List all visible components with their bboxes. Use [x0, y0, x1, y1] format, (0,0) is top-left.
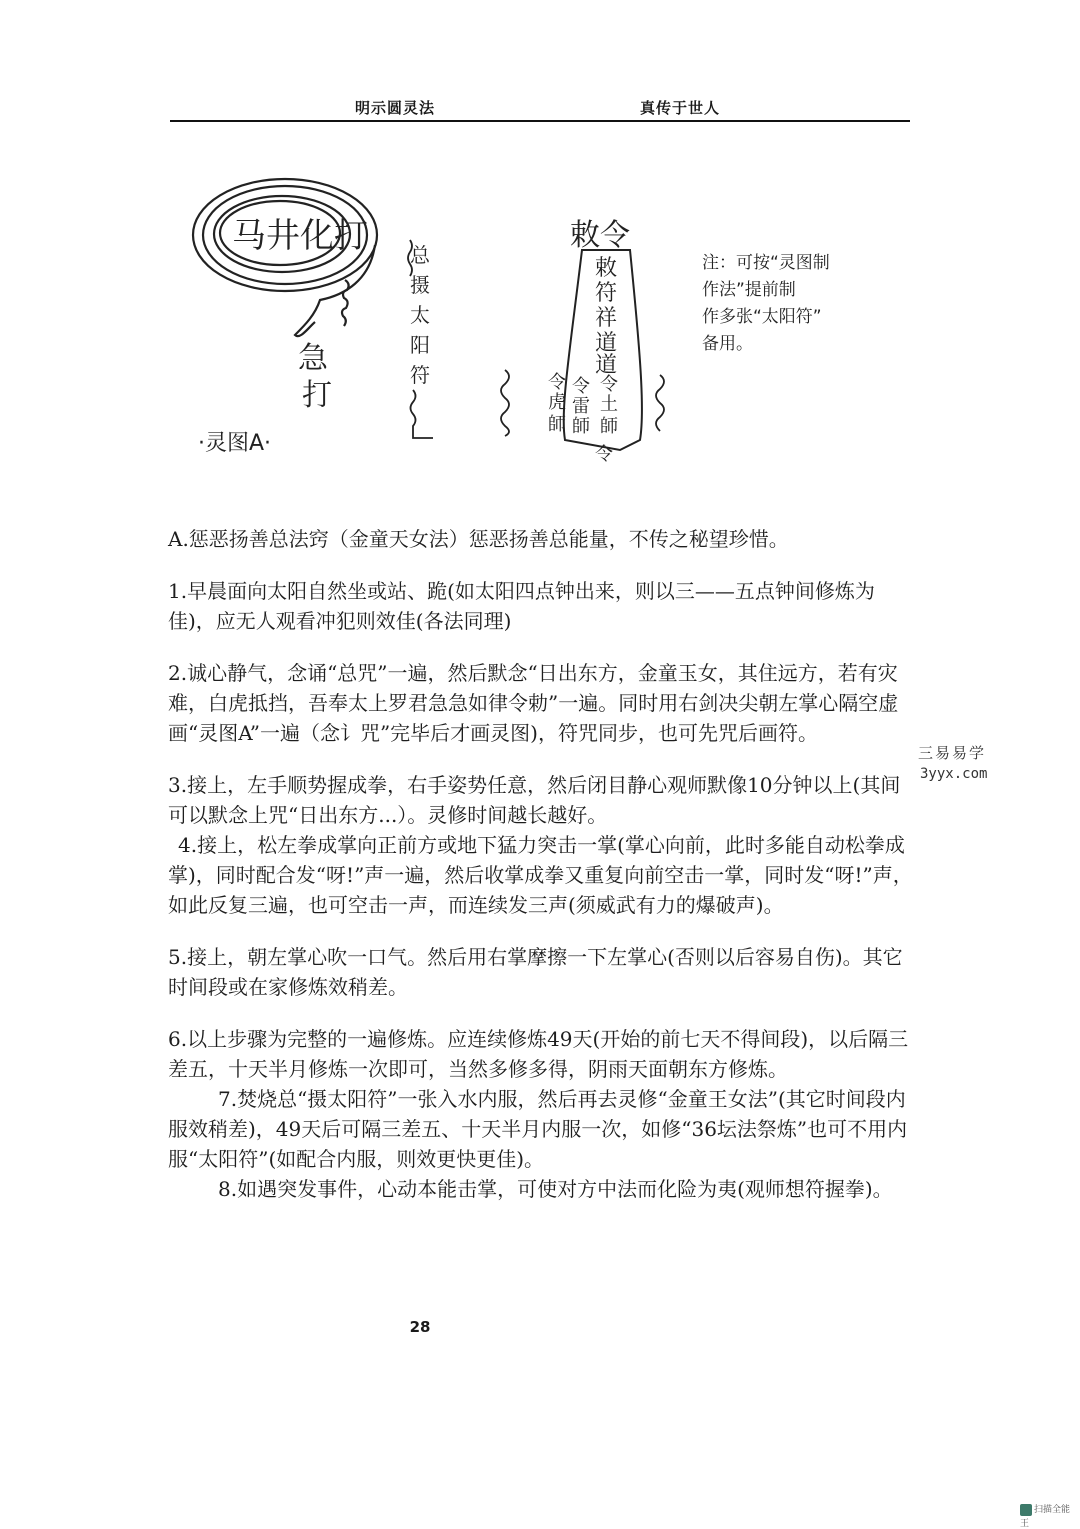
central-mid-1: 令: [572, 376, 590, 397]
paragraph-7: 7.焚烧总“摄太阳符”一张入水内服，然后再去灵修“金童王女法”(其它时间段内服效稍差)，49天后可隔三差五、十天半月内服一次，如修“36坛法祭炼”也可不用内服“太阳符”(如配合内服，则效更快更佳)。: [168, 1087, 908, 1171]
central-left-3: 師: [548, 414, 566, 435]
talisman-a-text: 马井化打: [232, 216, 368, 256]
central-left-2: 虎: [548, 392, 566, 413]
talisman-a: [193, 179, 377, 336]
sun-talisman-char-5: 符: [410, 363, 430, 387]
talisman-a-tail-2: 打: [302, 378, 332, 413]
central-col-5: 道: [595, 353, 618, 378]
watermark-url: 3yyx.com: [920, 766, 988, 782]
central-talisman: [501, 218, 664, 465]
watermark-title: 三易易学: [918, 744, 987, 762]
central-mid-3: 師: [572, 416, 590, 437]
paragraph-a: A.惩恶扬善总法窍（金童天女法）惩恶扬善总能量，不传之秘望珍惜。: [168, 527, 789, 551]
central-top: 敕令: [570, 218, 630, 253]
scanner-logo-icon: [1020, 1504, 1032, 1516]
paragraph-3: 3.接上，左手顺势握成拳，右手姿势任意，然后闭目静心观师默像10分钟以上(其间可以默念上咒“日出东方...）。灵修时间越长越好。: [168, 773, 901, 827]
central-col-3: 祥: [595, 306, 618, 331]
paragraph-1: 1.早晨面向太阳自然坐或站、跪(如太阳四点钟出来，则以三——五点钟间修炼为佳)，应无人观看冲犯则效佳(各法同理): [168, 579, 875, 633]
sun-talisman-char-2: 摄: [410, 273, 430, 297]
page-number: 28: [409, 1318, 431, 1336]
central-left-1: 令: [548, 372, 566, 393]
side-note-line-2: 作法”提前制: [702, 280, 796, 300]
talisman-a-caption: ·灵图A·: [198, 431, 272, 456]
central-col-4: 道: [595, 331, 618, 356]
header-left-title: 明示圆灵法: [355, 99, 436, 117]
talisman-a-tail-1: 急: [298, 341, 328, 376]
header-right-title: 真传于世人: [640, 99, 721, 117]
paragraph-5: 5.接上，朝左掌心吹一口气。然后用右掌摩擦一下左掌心(否则以后容易自伤)。其它时间段或在家修炼效稍差。: [168, 945, 903, 999]
main-text: [168, 524, 913, 1204]
paragraph-8: 8.如遇突发事件，心动本能击掌，可使对方中法而化险为夷(观师想符握拳)。: [218, 1177, 893, 1201]
central-col-1: 敕: [595, 256, 618, 281]
sun-talisman: [408, 240, 433, 438]
central-bottom: 令: [595, 444, 613, 465]
central-col-2: 符: [595, 281, 618, 306]
central-right-1: 令: [600, 374, 618, 395]
side-note-line-4: 备用。: [702, 334, 753, 354]
side-note-line-3: 作多张“太阳符”: [702, 307, 822, 327]
scan-badge: [1020, 1502, 1078, 1529]
sun-talisman-char-1: 总: [410, 243, 430, 267]
scan-badge-label: 扫描全能王: [1020, 1505, 1071, 1529]
header-rule: [170, 120, 910, 122]
central-right-2: 土: [600, 394, 618, 415]
sun-talisman-char-4: 阳: [410, 333, 430, 357]
paragraph-4: 4.接上，松左拳成掌向正前方或地下猛力突击一掌(掌心向前，此时多能自动松拳成掌)，同时配合发“呀!”声一遍，然后收掌成拳又重复向前空击一掌，同时发“呀!”声，如此反复三遍，也可空击一声，而连续发三声(须威武有力的爆破声)。: [168, 833, 913, 917]
paragraph-2: 2.诚心静气，念诵“总咒”一遍，然后默念“日出东方，金童玉女，其住远方，若有灾难，白虎抵挡，吾奉太上罗君急急如律令勅”一遍。同时用右剑决尖朝左掌心隔空虚画“灵图A”一遍（念讠咒”完毕后才画灵图)，符咒同步，也可先咒后画符。: [168, 661, 899, 745]
side-note-line-1: 注：可按“灵图制: [702, 253, 830, 273]
central-mid-2: 雷: [572, 396, 590, 417]
central-right-3: 師: [600, 416, 618, 437]
sun-talisman-char-3: 太: [410, 303, 430, 327]
side-note: [702, 250, 892, 358]
paragraph-6: 6.以上步骤为完整的一遍修炼。应连续修炼49天(开始的前七天不得间段)，以后隔三差五，十天半月修炼一次即可，当然多修多得，阴雨天面朝东方修炼。: [168, 1027, 909, 1081]
